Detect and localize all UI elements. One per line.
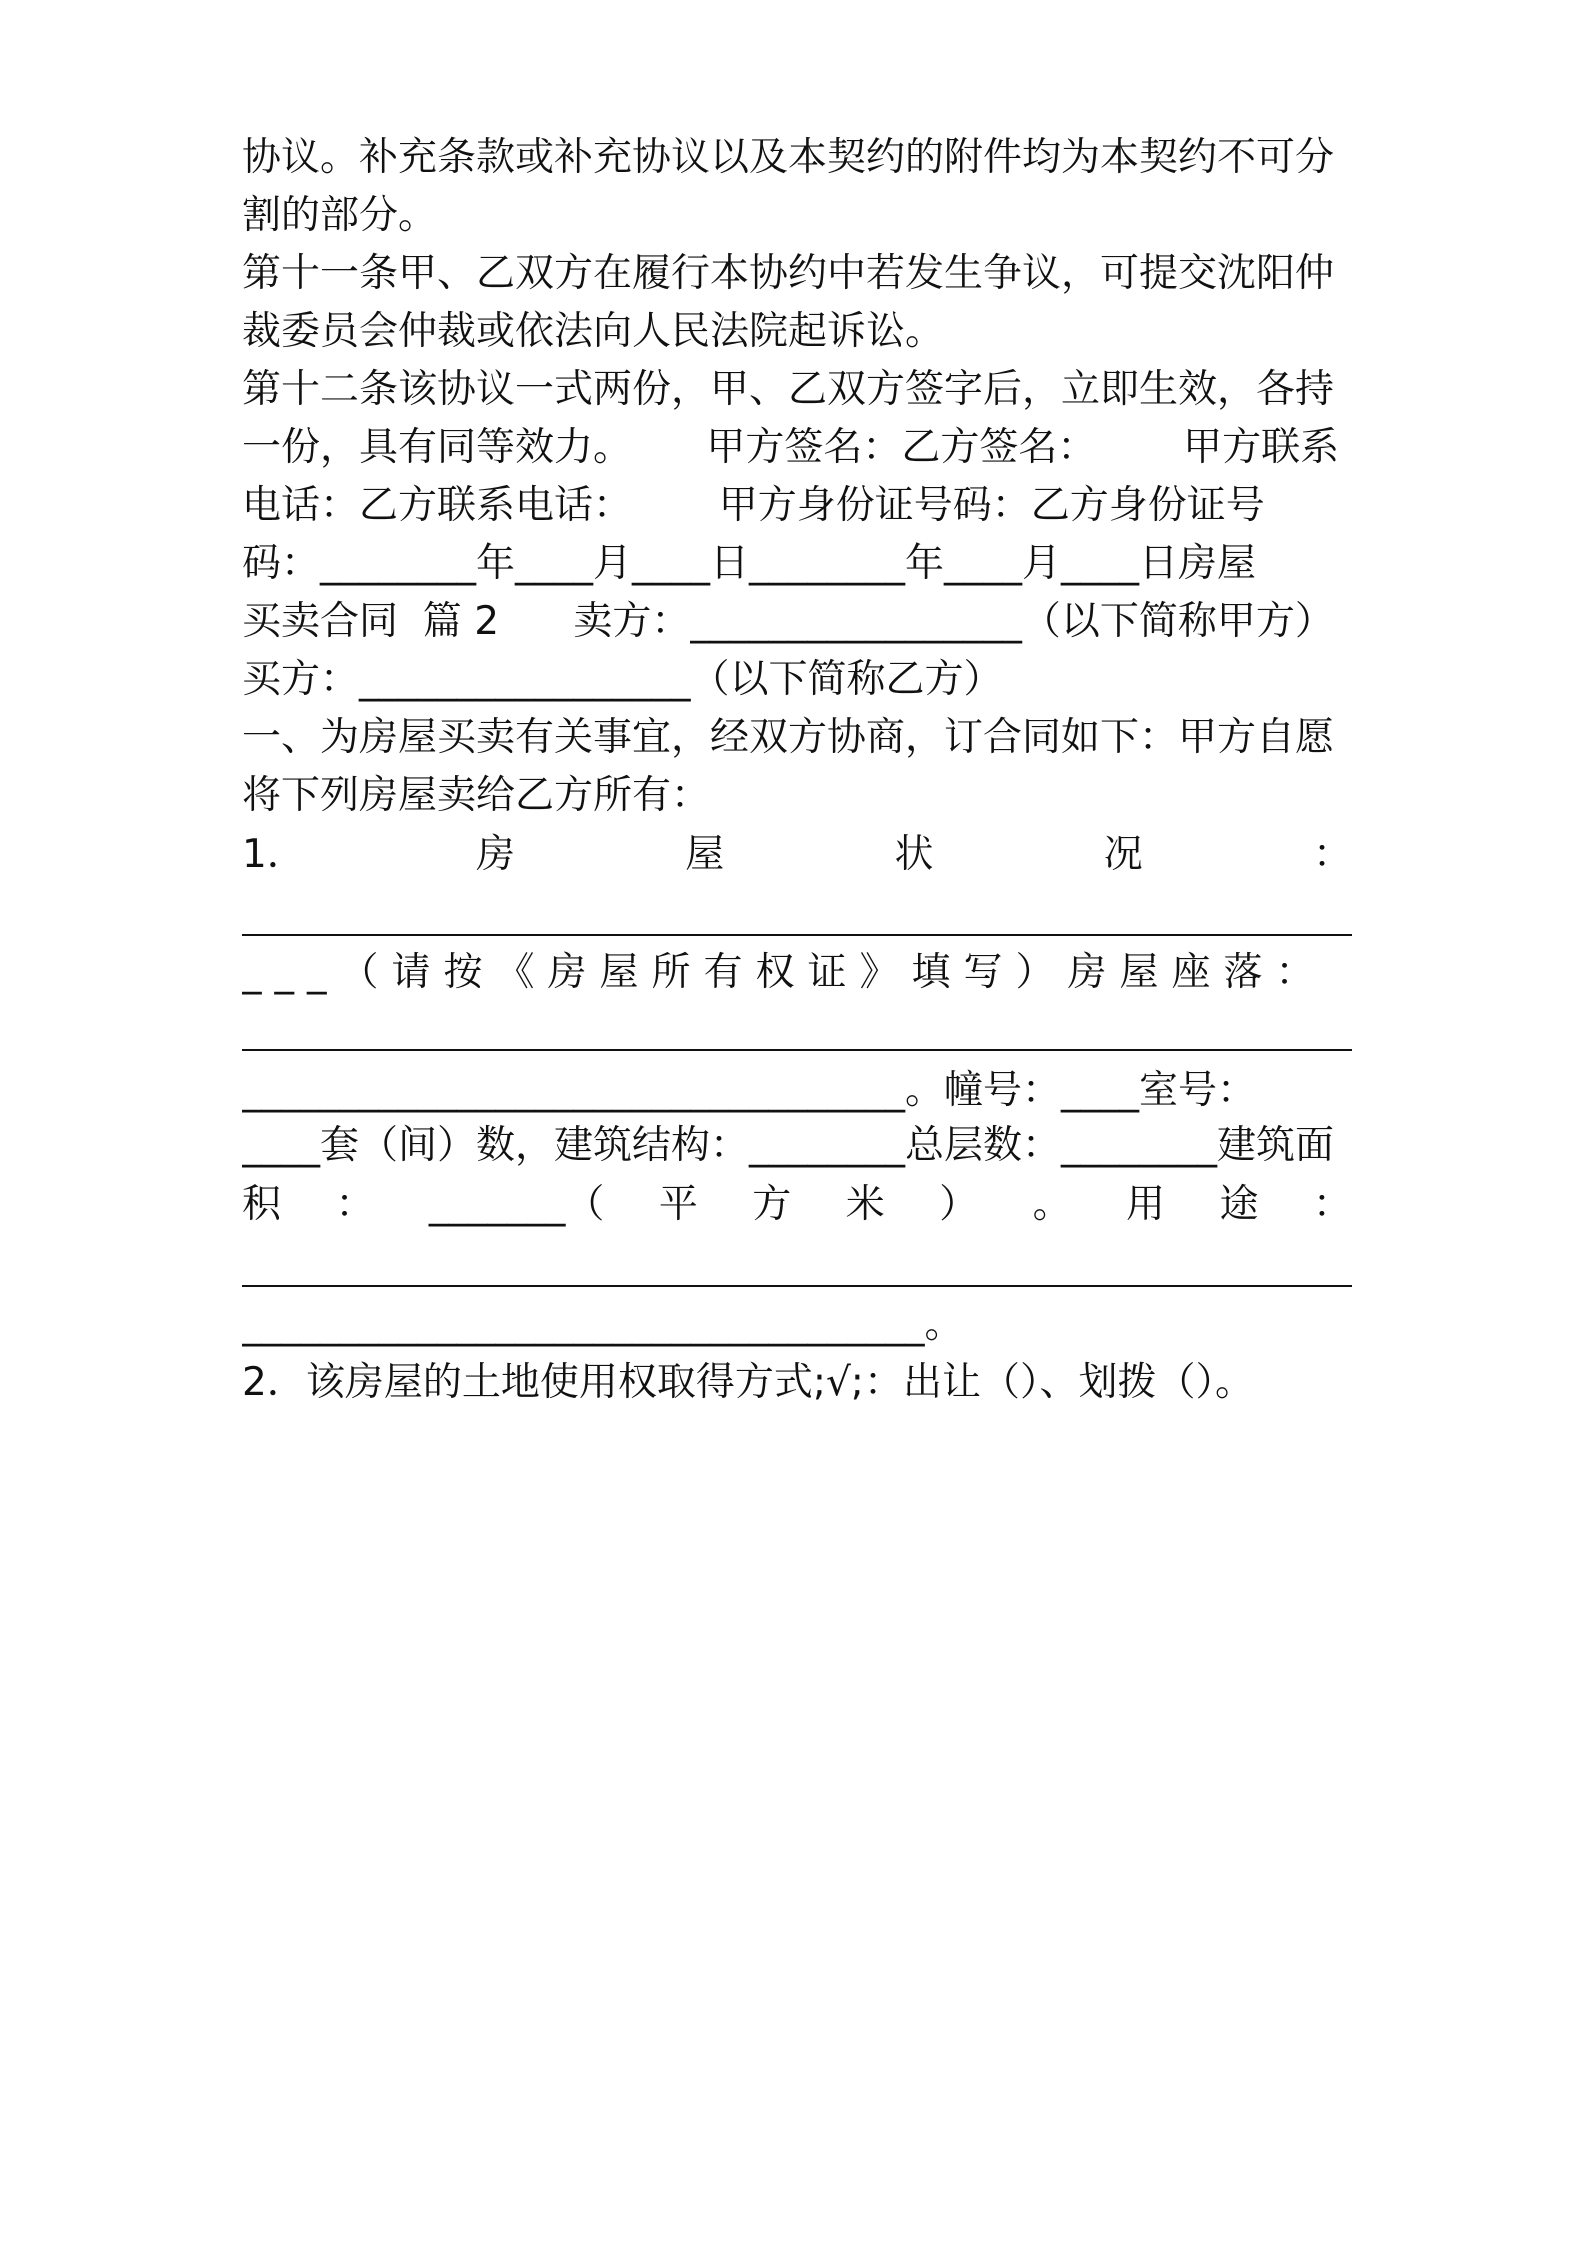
text-fragment: 状 [894, 832, 934, 877]
text-line: 第十二条该协议一式两份，甲、乙双方签字后，立即生效，各持 [242, 367, 1335, 412]
text-line: 一、为房屋买卖有关事宜，经双方协商，订合同如下：甲方自愿 [242, 715, 1335, 760]
text-fragment: 房 [476, 832, 516, 877]
text-fragment: 。 [1032, 1182, 1072, 1227]
text-line: ___________________________________。 [242, 1302, 964, 1347]
text-fragment: ： [1312, 1182, 1352, 1227]
text-line: 买卖合同 篇 2 卖方：_________________（以下简称甲方） [242, 599, 1334, 644]
text-fragment: 1． [242, 832, 306, 877]
text-line: 一份，具有同等效力。 甲方签名：乙方签名： 甲方联系 [242, 425, 1340, 470]
text-line: 裁委员会仲裁或依法向人民法院起诉讼。 [242, 309, 945, 354]
text-line: __________________________________。幢号：____室号： [242, 1068, 1257, 1113]
text-fragment: 况 [1103, 832, 1143, 877]
text-line: 将下列房屋卖给乙方所有： [242, 773, 711, 818]
text-fragment: ： [1312, 832, 1352, 877]
text-line: 码：________年____月____日________年____月____日房屋 [242, 541, 1257, 586]
area-usage-line [242, 1180, 1352, 1230]
text-fragment: ： [335, 1182, 375, 1227]
text-line: 第十一条甲、乙双方在履行本协约中若发生争议，可提交沈阳仲 [242, 251, 1335, 296]
text-line: 协议。补充条款或补充协议以及本契约的附件均为本契约不可分 [242, 135, 1335, 180]
text-fragment: ） [939, 1182, 979, 1227]
text-fragment: 平 [658, 1182, 698, 1227]
text-line: 2．该房屋的土地使用权取得方式;√;：出让（）、划拨（）。 [242, 1360, 1254, 1405]
text-fragment: 积 [242, 1182, 282, 1227]
house-status-heading [242, 830, 1352, 880]
text-line: ___（请按《房屋所有权证》填写）房屋座落： [242, 950, 1328, 995]
text-line: 割的部分。 [242, 193, 438, 238]
text-fragment: 方 [752, 1182, 792, 1227]
fill-in-blank-line [242, 892, 1352, 942]
text-fragment: 屋 [685, 832, 725, 877]
text-line: ____套（间）数，建筑结构：________总层数：________建筑面 [242, 1123, 1335, 1168]
fill-in-blank-line [242, 1243, 1352, 1293]
text-line: 买方：_________________（以下简称乙方） [242, 657, 1003, 702]
text-fragment: 米 [845, 1182, 885, 1227]
text-fragment: _______（ [428, 1182, 605, 1227]
text-fragment: 用 [1126, 1182, 1166, 1227]
fill-in-blank-line [242, 1007, 1352, 1057]
text-fragment: 途 [1219, 1182, 1259, 1227]
text-line: 电话：乙方联系电话： 甲方身份证号码：乙方身份证号 [242, 483, 1265, 528]
